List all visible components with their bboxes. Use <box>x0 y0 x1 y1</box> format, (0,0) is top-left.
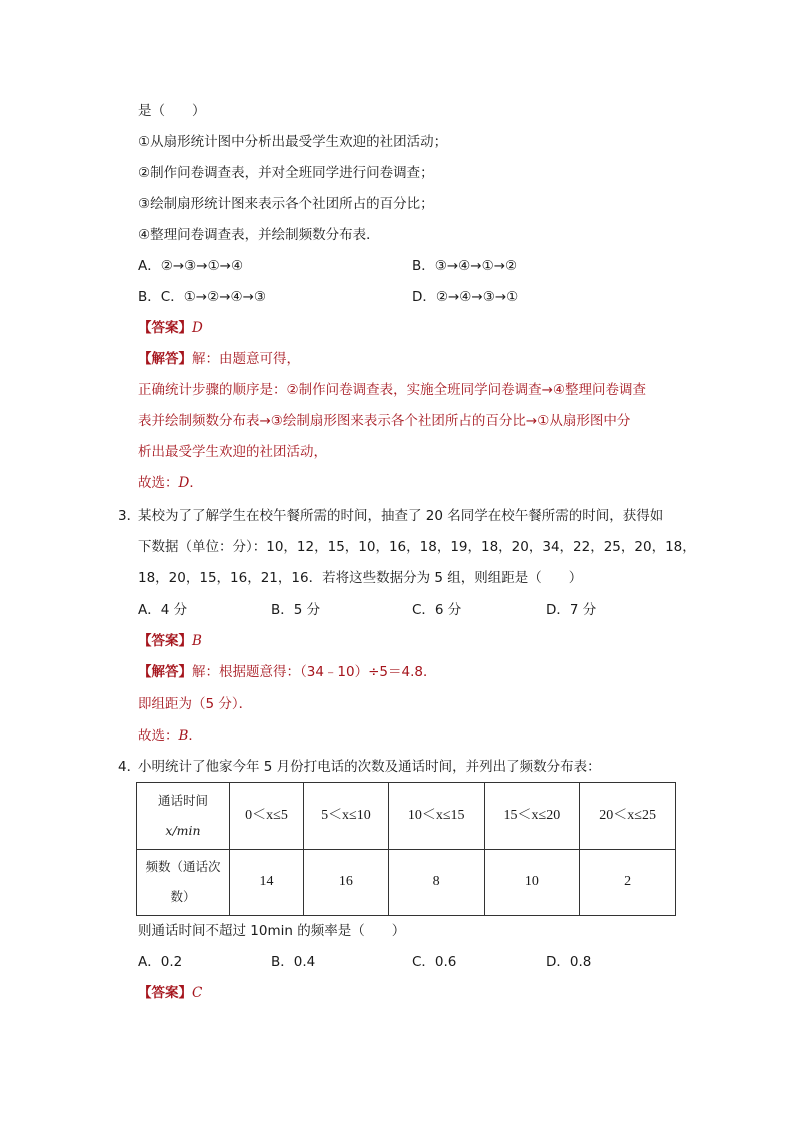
q3-answer-line <box>138 631 202 651</box>
table-cell: 16 <box>303 849 388 916</box>
q2-solution-line-1 <box>138 349 300 369</box>
choose-end: ． <box>188 728 202 744</box>
q2-option-c: B．C．①→②→④→③ <box>138 289 267 305</box>
q4-number: 4． <box>118 759 141 775</box>
solution-text: 解：由题意可得， <box>192 351 300 367</box>
q2-option-d: D．②→④→③→① <box>412 289 519 305</box>
choose-value: D <box>178 475 190 491</box>
table-cell: 2 <box>580 849 676 916</box>
q2-step-2: ②制作问卷调查表，并对全班同学进行问卷调查； <box>138 165 434 181</box>
choose-end: ． <box>189 475 203 491</box>
q3-option-c: C．6 分 <box>412 602 462 618</box>
header-label: 数） <box>170 889 196 905</box>
q2-answer-line <box>138 318 203 338</box>
choose-label: 故选： <box>138 728 179 744</box>
q4-stem: 小明统计了他家今年 5 月份打电话的次数及通话时间，并列出了频数分布表： <box>138 759 601 775</box>
solution-text: 解：根据题意得：（34﹣10）÷5＝4.8． <box>192 664 437 680</box>
answer-tag: 【答案】 <box>138 633 192 649</box>
q3-stem-line-3: 18，20，15，16，21，16．若将这些数据分为 5 组，则组距是（ ） <box>138 570 583 586</box>
q3-stem-line-1: 某校为了了解学生在校午餐所需的时间，抽查了 20 名同学在校午餐所需的时间，获得如 <box>138 508 664 524</box>
answer-tag: 【答案】 <box>138 985 192 1001</box>
q4-option-d: D．0.8 <box>546 954 592 970</box>
table-cell: 15＜x≤20 <box>484 783 580 850</box>
header-label: 频数（通话次 <box>145 859 221 875</box>
table-cell: 8 <box>388 849 484 916</box>
q2-choose-line <box>138 473 203 493</box>
q2-stem-tail: 是（ ） <box>138 103 206 119</box>
header-label: 通话时间 <box>157 792 208 808</box>
table-cell: 10 <box>484 849 580 916</box>
q2-step-3: ③绘制扇形统计图来表示各个社团所占的百分比； <box>138 196 434 212</box>
q3-solution-line <box>138 662 436 682</box>
choose-value: B <box>178 728 189 744</box>
q3-option-d: D．7 分 <box>546 602 597 618</box>
q3-option-b: B．5 分 <box>271 602 321 618</box>
q4-option-c: C．0.6 <box>412 954 457 970</box>
q2-step-4: ④整理问卷调查表，并绘制频数分布表． <box>138 227 380 243</box>
answer-value: D <box>192 320 203 336</box>
solution-tag: 【解答】 <box>138 664 192 680</box>
table-row <box>137 849 676 916</box>
q3-option-a: A．4 分 <box>138 602 188 618</box>
q2-solution-line-3: 表并绘制频数分布表→③绘制扇形图来表示各个社团所占的百分比→①从扇形图中分 <box>138 413 631 429</box>
table-cell: 10＜x≤15 <box>388 783 484 850</box>
answer-value: B <box>192 633 202 649</box>
q4-option-a: A．0.2 <box>138 954 183 970</box>
table-cell: 5＜x≤10 <box>303 783 388 850</box>
q4-answer-line <box>138 983 202 1003</box>
table-row <box>137 783 676 850</box>
table-cell: 0＜x≤5 <box>230 783 304 850</box>
table-cell: 20＜x≤25 <box>580 783 676 850</box>
solution-tag: 【解答】 <box>138 351 192 367</box>
q3-choose-line <box>138 726 202 746</box>
table-row-header <box>137 849 230 916</box>
q4-option-b: B．0.4 <box>271 954 316 970</box>
q2-option-b: B．③→④→①→② <box>412 258 518 274</box>
q2-option-a: A．②→③→①→④ <box>138 258 244 274</box>
answer-tag: 【答案】 <box>138 320 192 336</box>
q2-solution-line-4: 析出最受学生欢迎的社团活动， <box>138 444 327 460</box>
q2-step-1: ①从扇形统计图中分析出最受学生欢迎的社团活动； <box>138 134 448 150</box>
table-cell: 14 <box>230 849 304 916</box>
header-unit: x/min <box>165 822 201 838</box>
q3-number: 3． <box>118 508 141 524</box>
q2-solution-line-2: 正确统计步骤的顺序是：②制作问卷调查表，实施全班同学问卷调查→④整理问卷调查 <box>138 382 647 398</box>
choose-label: 故选： <box>138 475 179 491</box>
answer-value: C <box>192 985 203 1001</box>
table-row-header <box>137 783 230 850</box>
q3-stem-line-2: 下数据（单位：分）：10，12，15，10，16，18，19，18，20，34，22，25，20，18， <box>138 539 696 555</box>
q3-result-line: 即组距为（5 分）． <box>138 696 253 712</box>
q4-question: 则通话时间不超过 10min 的频率是（ ） <box>138 923 406 939</box>
frequency-table <box>136 782 676 916</box>
